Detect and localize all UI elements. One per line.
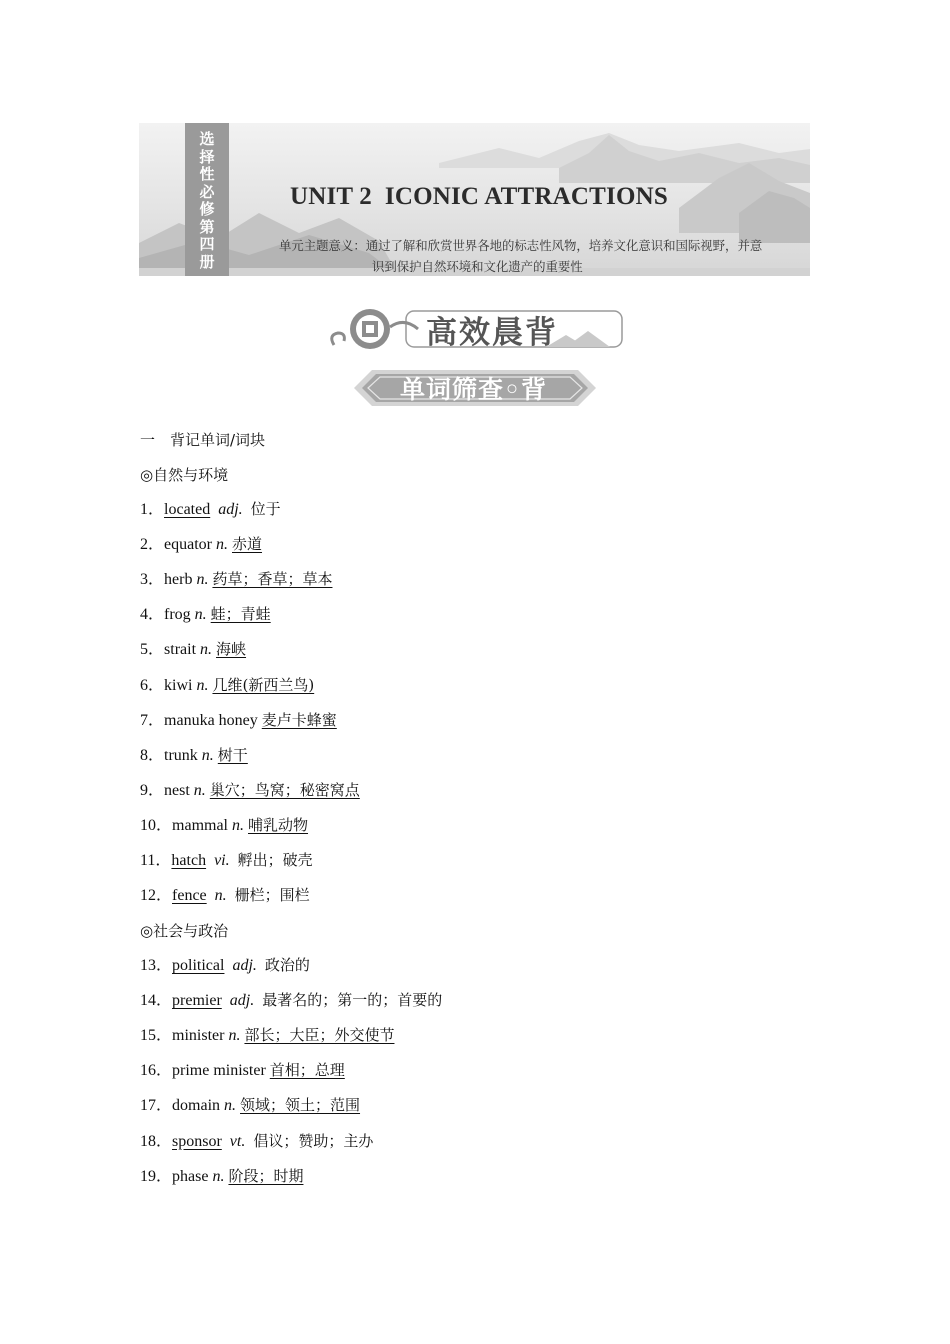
book-volume-label: 选择性必修第四册 bbox=[199, 130, 215, 271]
vocab-meaning: 海峡 bbox=[216, 640, 247, 659]
vocab-meaning: 政治的 bbox=[264, 956, 310, 974]
vocab-number: 8． bbox=[140, 746, 165, 764]
part-of-speech: n. bbox=[196, 676, 209, 694]
vocab-number: 18． bbox=[140, 1132, 173, 1150]
vocab-meaning: 孵出；破壳 bbox=[237, 851, 313, 869]
vocab-number: 7． bbox=[140, 711, 165, 729]
vocab-item bbox=[140, 1058, 345, 1082]
vocab-item bbox=[140, 708, 337, 732]
part-of-speech: adj. bbox=[232, 957, 257, 974]
vocab-word: minister bbox=[172, 1027, 225, 1045]
vocab-meaning: 巢穴；鸟窝；秘密窝点 bbox=[209, 780, 360, 799]
part-of-speech: n. bbox=[214, 887, 227, 905]
part-of-speech: n. bbox=[216, 536, 228, 554]
vocab-number: 9． bbox=[140, 781, 165, 799]
vocab-number: 13． bbox=[140, 957, 173, 974]
vocab-word: domain bbox=[172, 1097, 221, 1115]
vocab-meaning: 麦卢卡蜂蜜 bbox=[261, 710, 337, 729]
vocab-word: trunk bbox=[164, 746, 198, 764]
part-of-speech: n. bbox=[201, 746, 214, 764]
part-of-speech: n. bbox=[224, 1097, 237, 1115]
vocab-item bbox=[140, 567, 332, 591]
vocab-item bbox=[140, 953, 310, 977]
vocab-item bbox=[140, 1164, 303, 1188]
vocab-meaning: 树干 bbox=[217, 745, 248, 764]
group-title-nature: ◎自然与环境 bbox=[140, 466, 229, 484]
part-of-speech: n. bbox=[194, 606, 207, 624]
vocab-item bbox=[140, 883, 310, 907]
vocab-number: 5． bbox=[140, 641, 165, 659]
vocab-meaning: 部长；大臣；外交使节 bbox=[244, 1026, 395, 1045]
vocab-number: 2． bbox=[140, 536, 165, 554]
book-volume-strip bbox=[185, 123, 229, 276]
vocab-meaning: 哺乳动物 bbox=[248, 815, 309, 834]
vocab-number: 3． bbox=[140, 571, 165, 589]
vocab-item bbox=[140, 1129, 373, 1153]
vocab-meaning: 首相；总理 bbox=[269, 1061, 345, 1080]
vocab-meaning: 几维(新西兰鸟) bbox=[212, 675, 315, 694]
vocab-meaning: 栅栏；围栏 bbox=[234, 886, 310, 905]
vocab-item bbox=[140, 497, 281, 521]
word-screening-title: 单词筛查◦背 bbox=[400, 375, 547, 404]
vocab-word: premier bbox=[172, 992, 222, 1010]
word-screening-header bbox=[354, 366, 596, 410]
vocab-word: located bbox=[164, 501, 211, 518]
vocab-word: mammal bbox=[172, 816, 228, 834]
vocab-item bbox=[140, 778, 360, 802]
vocab-word: political bbox=[172, 957, 225, 974]
vocab-item bbox=[140, 532, 262, 556]
vocab-number: 16． bbox=[140, 1062, 173, 1080]
vocab-meaning: 赤道 bbox=[232, 535, 263, 554]
part-of-speech: n. bbox=[193, 781, 206, 799]
vocab-word: equator bbox=[164, 536, 212, 554]
unit-theme-line-1: 单元主题意义：通过了解和欣赏世界各地的标志性风物，培养文化意识和国际视野，并意 bbox=[279, 238, 763, 253]
group-title-society: ◎社会与政治 bbox=[140, 922, 229, 940]
section-title: 一 背记单词/词块 bbox=[140, 431, 266, 449]
part-of-speech: adj. bbox=[218, 501, 243, 518]
part-of-speech: vt. bbox=[229, 1132, 246, 1150]
vocab-word: strait bbox=[164, 641, 197, 659]
vocab-word: hatch bbox=[171, 852, 207, 869]
vocab-meaning: 领域；领土；范围 bbox=[240, 1096, 361, 1115]
vocab-number: 6． bbox=[140, 676, 165, 694]
vocab-meaning: 阶段；时期 bbox=[228, 1166, 304, 1185]
unit-banner bbox=[139, 123, 810, 276]
vocab-word: nest bbox=[164, 781, 190, 799]
unit-title: UNIT 2 ICONIC ATTRACTIONS bbox=[290, 183, 668, 210]
morning-review-title: 高效晨背 bbox=[426, 315, 558, 351]
unit-theme-line-2: 识到保护自然环境和文化遗产的重要性 bbox=[372, 259, 583, 274]
vocab-number: 14． bbox=[140, 992, 173, 1010]
vocab-meaning: 位于 bbox=[250, 500, 281, 518]
vocab-word: kiwi bbox=[164, 676, 193, 694]
vocab-item bbox=[140, 743, 248, 767]
vocab-meaning: 倡议；赞助；主办 bbox=[253, 1131, 374, 1150]
vocab-meaning: 药草；香草；草本 bbox=[212, 570, 333, 589]
part-of-speech: n. bbox=[212, 1167, 225, 1185]
vocab-number: 17． bbox=[140, 1097, 173, 1115]
vocab-number: 1． bbox=[140, 501, 165, 518]
vocab-item bbox=[140, 1093, 360, 1117]
vocab-word: prime minister bbox=[172, 1062, 266, 1080]
vocab-meaning: 最著名的；第一的；首要的 bbox=[262, 991, 443, 1010]
vocab-number: 4． bbox=[140, 606, 165, 624]
vocab-item bbox=[140, 602, 271, 626]
vocab-number: 12． bbox=[140, 887, 173, 905]
vocab-word: herb bbox=[164, 571, 193, 589]
vocab-word: sponsor bbox=[172, 1132, 222, 1150]
vocab-item bbox=[140, 988, 442, 1012]
vocab-meaning: 蛙；青蛙 bbox=[210, 605, 271, 624]
vocab-number: 15． bbox=[140, 1027, 173, 1045]
vocab-word: manuka honey bbox=[164, 711, 258, 729]
part-of-speech: n. bbox=[232, 816, 244, 834]
vocab-item bbox=[140, 848, 313, 872]
vocab-item bbox=[140, 813, 308, 837]
part-of-speech: adj. bbox=[229, 992, 255, 1010]
vocab-number: 11． bbox=[140, 852, 172, 869]
vocab-word: phase bbox=[172, 1167, 209, 1185]
vocab-number: 19． bbox=[140, 1167, 173, 1185]
part-of-speech: n. bbox=[196, 571, 209, 589]
vocab-word: frog bbox=[164, 606, 191, 624]
vocab-item bbox=[140, 1023, 394, 1047]
vocab-item bbox=[140, 673, 314, 697]
part-of-speech: n. bbox=[200, 641, 213, 659]
vocab-item bbox=[140, 637, 246, 661]
unit-theme-description bbox=[279, 235, 807, 276]
vocab-word: fence bbox=[172, 887, 207, 905]
morning-review-header bbox=[326, 307, 626, 355]
part-of-speech: vi. bbox=[214, 852, 230, 869]
vocab-number: 10． bbox=[140, 816, 173, 834]
part-of-speech: n. bbox=[228, 1027, 241, 1045]
